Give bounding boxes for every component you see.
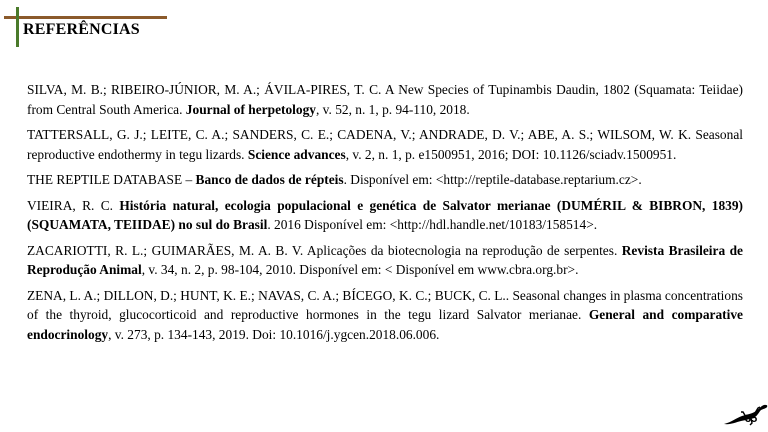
title-accent-bar-horizontal — [4, 16, 167, 19]
reference-list — [27, 80, 743, 350]
reference-item: ZACARIOTTI, R. L.; GUIMARÃES, M. A. B. V. Aplicações da biotecnologia na reprodução de serpentes. Revista Brasileira de Reprodução Animal, v. 34, n. 2, p. 98-104, 2010. Disponível em: < Disponível em www.cbra.org.br>. — [27, 242, 743, 277]
page-number: 35 — [745, 413, 758, 425]
reference-item: VIEIRA, R. C. História natural, ecologia populacional e genética de Salvator merianae (DUMÉRIL & BIBRON, 1839)(SQUAMATA, TEIIDAE) no sul do Brasil. 2016 Disponível em: <http://hdl.handle.net/10183/158514>. — [27, 197, 743, 232]
reference-item: SILVA, M. B.; RIBEIRO-JÚNIOR, M. A.; ÁVILA-PIRES, T. C. A New Species of Tupinambis Daudin, 1802 (Squamata: Teiidae) from Central South America. Journal of herpetology, v. 52, n. 1, p. 94-110, 2018. — [27, 82, 743, 117]
title-accent-bar-vertical — [16, 7, 19, 47]
reference-item: TATTERSALL, G. J.; LEITE, C. A.; SANDERS, C. E.; CADENA, V.; ANDRADE, D. V.; ABE, A. S.; WILSOM, W. K. Seasonal reproductive endothermy in tegu lizards. Science advances, v. 2, n. 1, p. e1500951, 2016; DOI: 10.1126/sciadv.1500951. — [27, 127, 743, 162]
page-title: REFERÊNCIAS — [23, 21, 140, 38]
reference-item: ZENA, L. A.; DILLON, D.; HUNT, K. E.; NAVAS, C. A.; BÍCEGO, K. C.; BUCK, C. L.. Seasonal changes in plasma concentrations of the thyroid, glucocorticoid and reproductive hormones in the tegu lizard Salvator merianae. General and comparative endocrinology, v. 273, p. 134-143, 2019. Doi: 10.1016/j.ygcen.2018.06.006. — [27, 287, 743, 342]
reference-item: THE REPTILE DATABASE – Banco de dados de répteis. Disponível em: <http://reptile-database.reptarium.cz>. — [27, 172, 642, 187]
